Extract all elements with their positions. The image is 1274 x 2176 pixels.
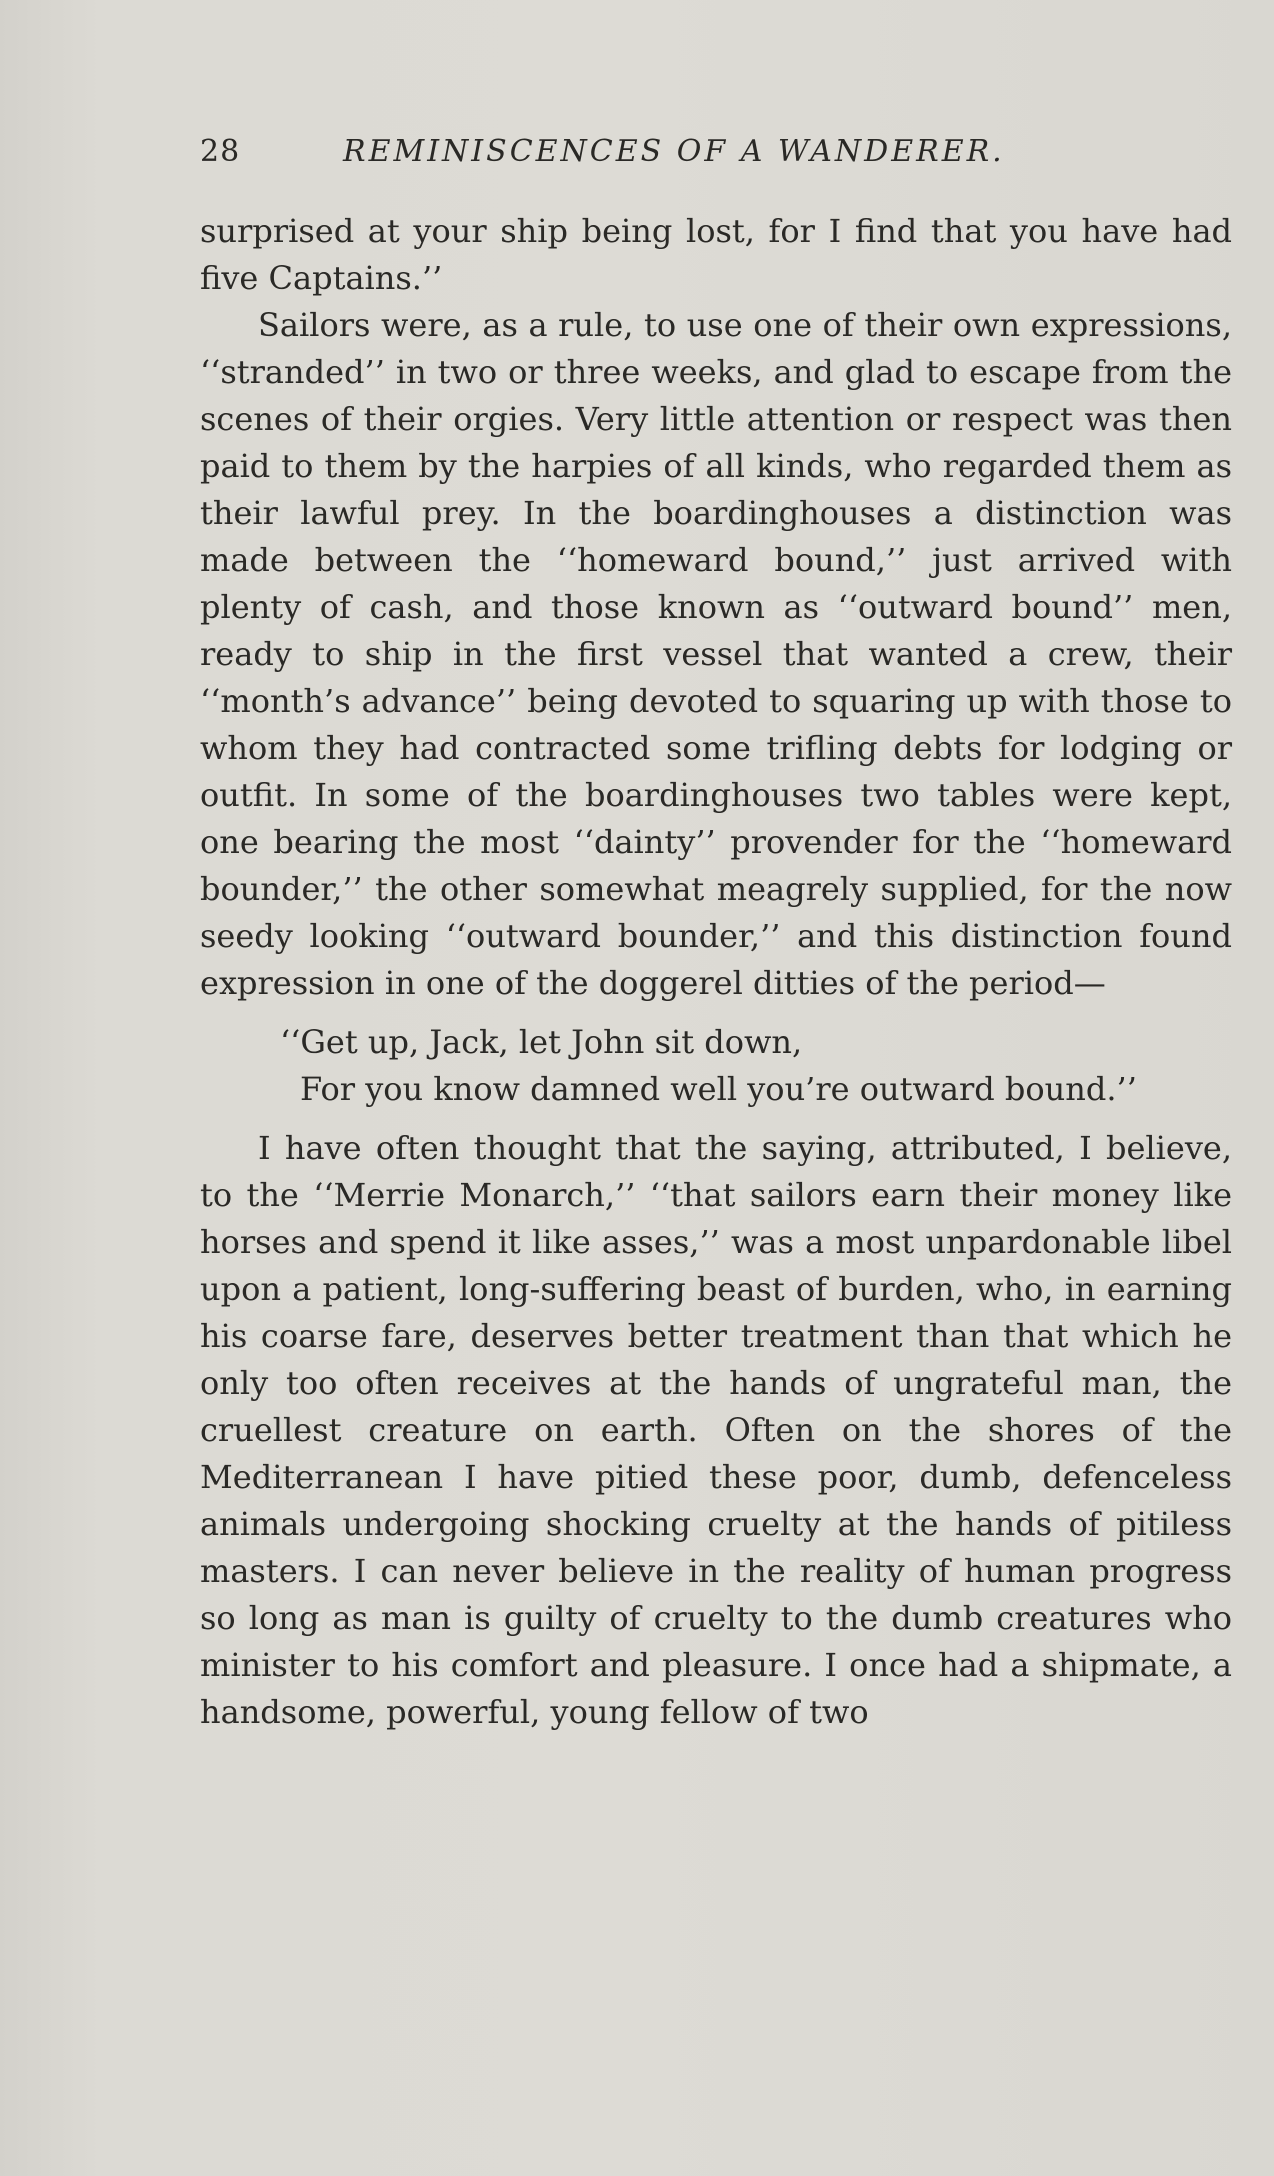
paragraph-merrie-monarch: I have often thought that the saying, attributed, I believe, to the ‘‘Merrie Monarch,’’ ‘‘that sailors earn their money like horses and spend it like asses,’’ was a most unpardonable libel upon a patient, long-suffering beast of burden, who, in earning his coarse fare, deserves better treatment than that which he only too often receives at the hands of ungrateful man, the cruellest creature on earth. Often on the shores of the Mediterranean I have pitied these poor, dumb, defenceless animals undergoing shocking cruelty at the hands of pitiless masters. I can never believe in the reality of human progress so long as man is guilty of cruelty to the dumb creatures who minister to his comfort and pleasure. I once had a shipmate, a handsome, powerful, young fellow of two	[200, 1129, 1232, 1731]
page-number: 28	[200, 134, 241, 169]
page-header	[200, 134, 1230, 184]
verse-quotation	[280, 1019, 1232, 1113]
running-head: REMINISCENCES OF A WANDERER.	[343, 134, 1005, 169]
paragraph-sailors: Sailors were, as a rule, to use one of their own expressions, ‘‘stranded’’ in two or three weeks, and glad to escape from the scenes of their orgies. Very little attention or respect was then paid to them by the harpies of all kinds, who regarded them as their lawful prey. In the boardinghouses a distinction was made between the ‘‘homeward bound,’’ just arrived with plenty of cash, and those known as ‘‘outward bound’’ men, ready to ship in the first vessel that wanted a crew, their ‘‘month’s advance’’ being devoted to squaring up with those to whom they had contracted some trifling debts for lodging or outfit. In some of the boardinghouses two tables were kept, one bearing the most ‘‘dainty’’ provender for the ‘‘homeward bounder,’’ the other somewhat meagrely supplied, for the now seedy looking ‘‘outward bounder,’’ and this distinction found expression in one of the doggerel ditties of the period—	[200, 306, 1232, 1002]
verse-line-1: ‘‘Get up, Jack, let John sit down,	[280, 1023, 803, 1061]
verse-line-2: For you know damned well you’re outward bound.’’	[300, 1070, 1137, 1108]
paragraph-continuation: surprised at your ship being lost, for I find that you have had five Captains.’’	[200, 212, 1232, 297]
body-text	[200, 208, 1232, 1736]
